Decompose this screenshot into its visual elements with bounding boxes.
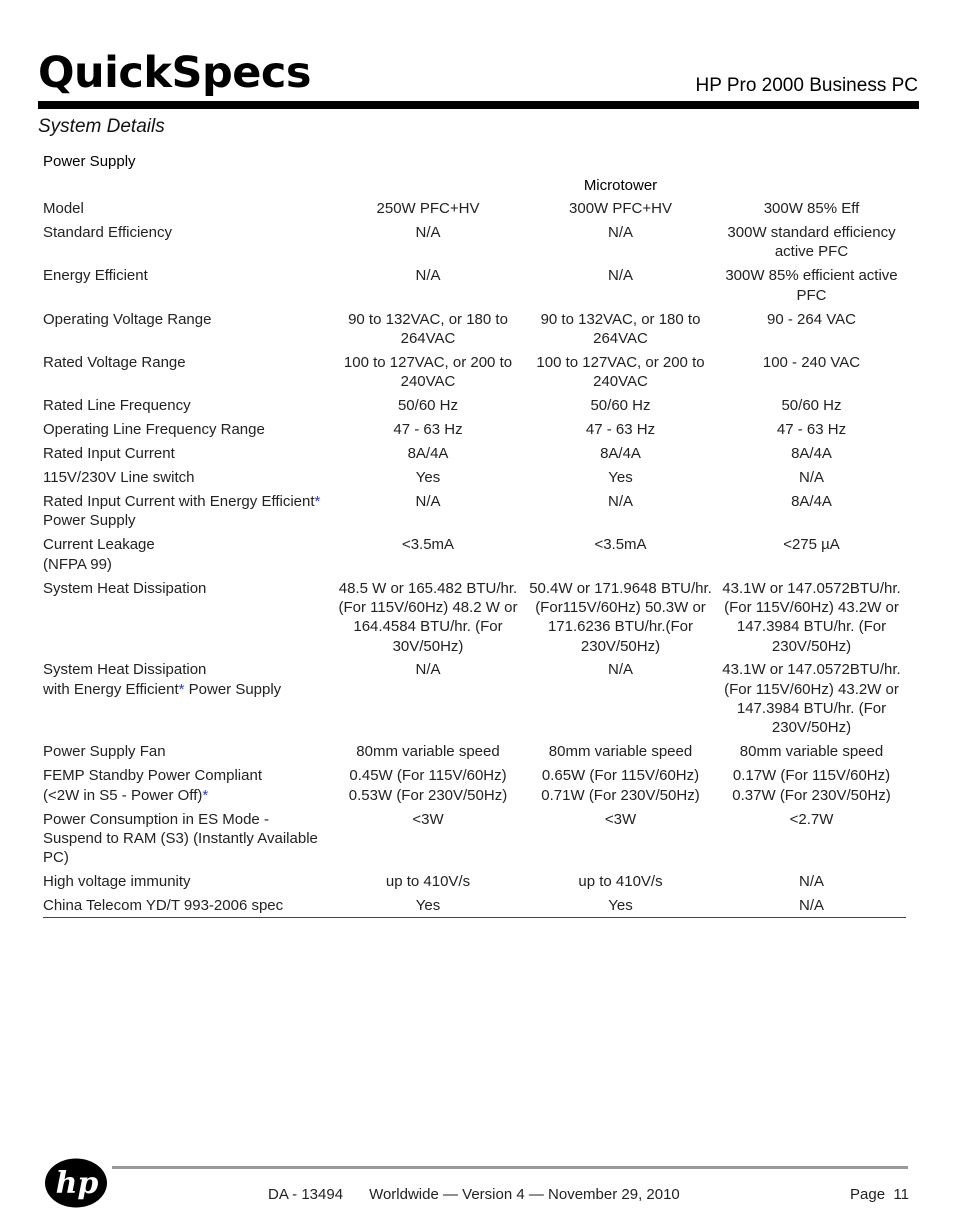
row-label: Operating Voltage Range: [43, 310, 212, 328]
row-label-text: Rated Input Current with Energy Efficient: [43, 493, 315, 511]
cell-value: 43.1W or 147.0572BTU/hr. (For 115V/60Hz) 43.2W or 147.3984 BTU/hr. (For 230V/50Hz): [722, 661, 901, 737]
table-row: [38, 199, 906, 223]
footer-page-label: Page: [850, 1186, 886, 1203]
cell-value: 80mm variable speed: [548, 743, 693, 761]
cell-value: 43.1W or 147.0572BTU/hr. (For 115V/60Hz) 43.2W or 147.3984 BTU/hr. (For 230V/50Hz): [722, 579, 901, 655]
cell-value: 47 - 63 Hz: [776, 421, 847, 439]
footer-page-value: 11: [893, 1186, 909, 1203]
cell-value: 300W 85% Eff: [763, 200, 860, 217]
footer-document-info: [268, 1185, 680, 1205]
cell-value: 8A/4A: [791, 445, 832, 463]
row-label: 115V/230V Line switch: [43, 469, 195, 487]
row-label-text: (<2W in S5 - Power Off): [43, 786, 203, 804]
cell-value: 90 to 132VAC, or 180 to 264VAC: [348, 310, 508, 347]
cell-value: 50.4W or 171.9648 BTU/hr. (For115V/60Hz) 50.3W or 171.6236 BTU/hr.(For 230V/50Hz): [529, 579, 712, 655]
table-row: [38, 535, 906, 578]
cell-value: <3W: [412, 810, 444, 828]
cell-value: N/A: [798, 873, 824, 891]
section-title: System Details: [38, 116, 165, 137]
cell-value: 50/60 Hz: [397, 397, 459, 415]
table-row: [38, 468, 906, 492]
cell-value: 8A/4A: [407, 445, 449, 463]
table-row: [38, 766, 906, 809]
table-row: [38, 660, 906, 742]
cell-value: up to 410V/s: [578, 873, 663, 891]
header-rule: [38, 101, 919, 109]
cell-value: 8A/4A: [600, 445, 641, 463]
cell-value: 50/60 Hz: [590, 397, 651, 415]
table-row: [38, 742, 906, 766]
footnote-asterisk: *: [314, 493, 321, 511]
row-label: Standard Efficiency: [43, 223, 172, 241]
cell-value: N/A: [798, 469, 824, 487]
cell-value: 300W PFC+HV: [569, 200, 672, 217]
cell-value: N/A: [415, 661, 441, 679]
row-label: Operating Line Frequency Range: [43, 421, 265, 439]
table-row: [38, 353, 906, 396]
footer-doc-id: DA - 13494: [268, 1186, 344, 1203]
footer-edition: Worldwide — Version 4 — November 29, 2010: [369, 1186, 680, 1203]
cell-value: 48.5 W or 165.482 BTU/hr.(For 115V/60Hz) 48.2 W or 164.4584 BTU/hr. (For 30V/50Hz): [338, 579, 518, 655]
row-label: [38, 766, 332, 809]
cell-value: N/A: [607, 493, 633, 511]
cell-value: <3.5mA: [401, 536, 455, 554]
row-label: China Telecom YD/T 993-2006 spec: [43, 897, 284, 915]
cell-value: 100 to 127VAC, or 200 to 240VAC: [343, 353, 513, 391]
footnote-asterisk: *: [178, 680, 185, 698]
row-label: [38, 660, 332, 742]
table-row: [38, 310, 906, 353]
cell-value: up to 410V/s: [385, 873, 471, 891]
cell-value: N/A: [607, 223, 633, 241]
cell-value: N/A: [415, 493, 441, 511]
hp-logo-text: hp: [55, 1166, 99, 1201]
cell-value: <3W: [604, 810, 637, 828]
cell-value: 100 - 240 VAC: [762, 353, 861, 371]
row-label-text: System Heat Dissipation: [43, 661, 207, 679]
table-row: [38, 872, 906, 896]
brand-title: QuickSpecs: [38, 48, 311, 98]
row-label: Rated Line Frequency: [43, 397, 191, 415]
cell-value: 47 - 63 Hz: [393, 421, 463, 439]
row-label: Power Supply Fan: [43, 743, 166, 761]
row-label: Rated Input Current: [43, 445, 175, 463]
table-row: [38, 266, 906, 309]
cell-value: 80mm variable speed: [356, 743, 500, 761]
row-label: Model: [43, 200, 84, 217]
column-group-header: Microtower: [583, 177, 658, 194]
cell-value: <275 µA: [783, 536, 840, 554]
hp-logo-icon: [44, 1158, 108, 1208]
table-row: [38, 444, 906, 468]
cell-value: N/A: [607, 267, 633, 285]
cell-value: N/A: [415, 267, 441, 285]
cell-value: 0.17W (For 115V/60Hz) 0.37W (For 230V/50Hz): [732, 767, 891, 804]
cell-value: 80mm variable speed: [739, 743, 884, 761]
row-label-text: with Energy Efficient: [43, 680, 179, 698]
cell-value: 100 to 127VAC, or 200 to 240VAC: [536, 353, 705, 391]
row-label-text: (NFPA 99): [43, 555, 112, 573]
cell-value: 300W standard efficiency active PFC: [727, 223, 896, 261]
cell-value: 300W 85% efficient active PFC: [725, 267, 898, 304]
cell-value: 250W PFC+HV: [376, 200, 480, 217]
row-label: [38, 492, 332, 535]
power-supply-spec-table: [38, 199, 906, 920]
row-label: Energy Efficient: [43, 267, 148, 285]
footer-rule: [112, 1166, 908, 1169]
cell-value: <2.7W: [789, 810, 834, 828]
footnote-asterisk: *: [202, 786, 209, 804]
subsection-title: Power Supply: [43, 153, 136, 170]
hp-logo: [44, 1158, 108, 1208]
table-row: [38, 492, 906, 535]
row-label-text: FEMP Standby Power Compliant: [43, 767, 262, 785]
table-row: [38, 396, 906, 420]
row-label: System Heat Dissipation: [43, 579, 207, 597]
row-label: [38, 535, 332, 578]
cell-value: 8A/4A: [791, 493, 832, 511]
cell-value: Yes: [415, 469, 441, 487]
row-label: Rated Voltage Range: [43, 353, 186, 371]
table-row: [38, 223, 906, 266]
cell-value: N/A: [415, 223, 441, 241]
table-bottom-rule: [43, 917, 906, 918]
cell-value: Yes: [415, 897, 441, 915]
cell-value: 90 - 264 VAC: [767, 310, 856, 328]
cell-value: N/A: [607, 661, 633, 679]
cell-value: 47 - 63 Hz: [585, 421, 656, 439]
row-label: High voltage immunity: [43, 873, 191, 891]
footer-page-number: [850, 1185, 909, 1205]
cell-value: <3.5mA: [594, 536, 647, 554]
row-label-text: Power Supply: [43, 512, 136, 530]
cell-value: N/A: [798, 897, 824, 915]
row-label: Power Consumption in ES Mode - Suspend to RAM (S3) (Instantly Available PC): [43, 810, 318, 867]
table-row: [38, 420, 906, 444]
cell-value: Yes: [608, 897, 633, 915]
cell-value: Yes: [608, 469, 633, 487]
cell-value: 0.45W (For 115V/60Hz) 0.53W (For 230V/50Hz): [348, 767, 508, 804]
product-name: HP Pro 2000 Business PC: [695, 75, 918, 96]
cell-value: 50/60 Hz: [781, 397, 842, 415]
table-row: [38, 810, 906, 873]
row-label-text: Power Supply: [184, 680, 282, 698]
row-label-text: Current Leakage: [43, 536, 155, 554]
cell-value: 90 to 132VAC, or 180 to 264VAC: [540, 310, 701, 347]
cell-value: 0.65W (For 115V/60Hz) 0.71W (For 230V/50Hz): [541, 767, 700, 804]
table-row: [38, 579, 906, 661]
